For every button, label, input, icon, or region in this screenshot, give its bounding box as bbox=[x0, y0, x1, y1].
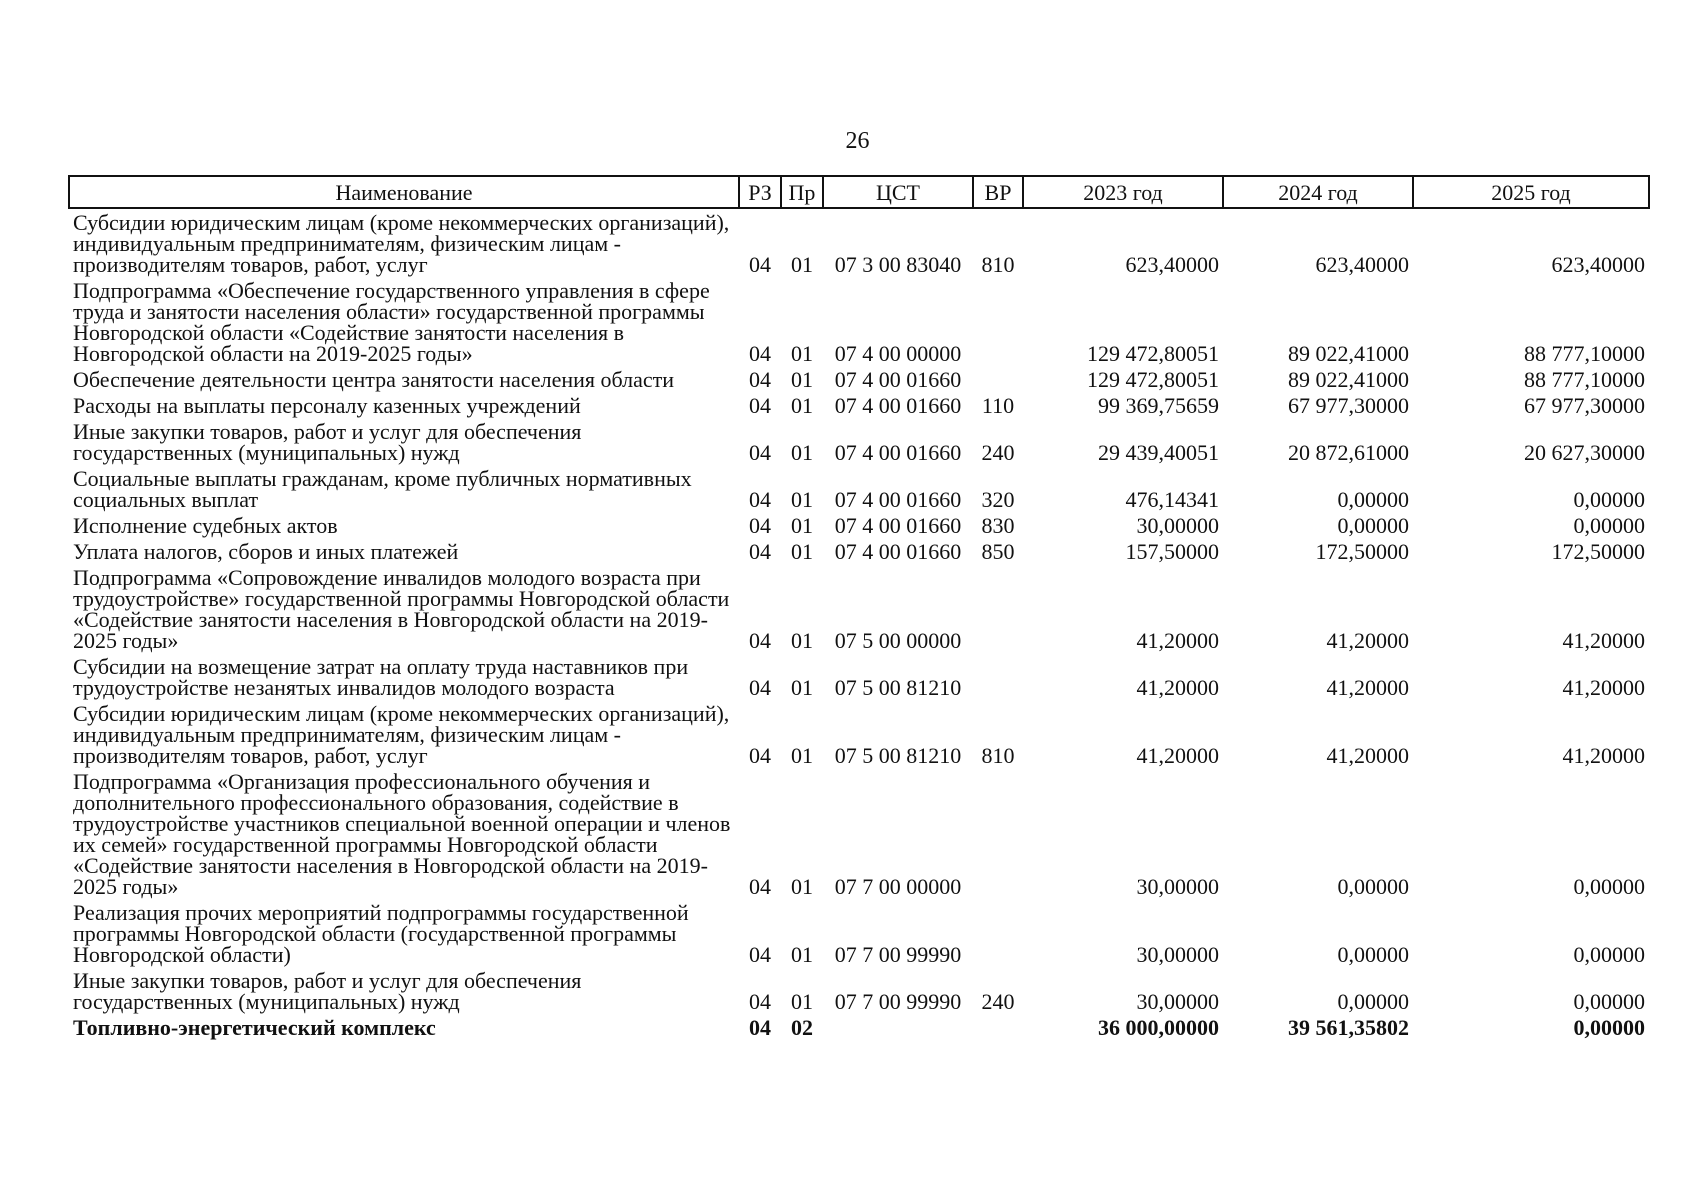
cell-2025: 67 977,30000 bbox=[1524, 393, 1645, 418]
cell-rz: 04 bbox=[749, 513, 771, 538]
cell-2023: 41,20000 bbox=[1136, 743, 1219, 768]
cell-vr bbox=[973, 564, 1023, 653]
cell-name: Иные закупки товаров, работ и услуг для обеспечения государственных (муниципальных) нужд bbox=[73, 968, 582, 1014]
cell-cst: 07 4 00 00000 bbox=[834, 341, 962, 366]
cell-name: Уплата налогов, сборов и иных платежей bbox=[73, 539, 459, 564]
cell-2025: 0,00000 bbox=[1573, 942, 1645, 967]
cell-cst: 07 4 00 01660 bbox=[834, 440, 962, 465]
table-row bbox=[69, 538, 1649, 564]
cell-pr: 01 bbox=[791, 628, 813, 653]
cell-pr: 01 bbox=[791, 675, 813, 700]
table-row bbox=[69, 512, 1649, 538]
cell-vr: 110 bbox=[981, 393, 1015, 418]
cell-2023: 36 000,00000 bbox=[1098, 1015, 1219, 1040]
cell-pr: 01 bbox=[791, 743, 813, 768]
cell-rz: 04 bbox=[749, 440, 771, 465]
cell-pr: 01 bbox=[791, 341, 813, 366]
cell-rz: 04 bbox=[749, 393, 771, 418]
cell-2024: 67 977,30000 bbox=[1288, 393, 1409, 418]
page-number: 26 bbox=[845, 128, 870, 154]
header-2025: 2025 год bbox=[1413, 176, 1649, 208]
cell-vr: 240 bbox=[981, 989, 1015, 1014]
cell-2025: 88 777,10000 bbox=[1524, 367, 1645, 392]
cell-2025: 0,00000 bbox=[1573, 989, 1645, 1014]
cell-cst: 07 4 00 01660 bbox=[834, 393, 962, 418]
cell-pr: 01 bbox=[791, 440, 813, 465]
cell-cst: 07 4 00 01660 bbox=[834, 539, 962, 564]
cell-pr: 02 bbox=[791, 1015, 813, 1040]
table-row bbox=[69, 653, 1649, 700]
cell-2024: 0,00000 bbox=[1337, 874, 1409, 899]
cell-vr: 320 bbox=[981, 487, 1015, 512]
cell-name: Субсидии юридическим лицам (кроме некоммерческих организаций), индивидуальным предпринимателям, физическим лицам - производителям товаров, работ, услуг bbox=[73, 701, 730, 768]
cell-2023: 29 439,40051 bbox=[1098, 440, 1219, 465]
cell-vr bbox=[973, 366, 1023, 392]
table-row bbox=[69, 899, 1649, 967]
cell-name: Обеспечение деятельности центра занятости населения области bbox=[73, 367, 675, 392]
table-row bbox=[69, 465, 1649, 512]
cell-rz: 04 bbox=[749, 989, 771, 1014]
cell-2023: 129 472,80051 bbox=[1087, 341, 1219, 366]
cell-pr: 01 bbox=[791, 393, 813, 418]
cell-2025: 0,00000 bbox=[1573, 513, 1645, 538]
table-row bbox=[69, 768, 1649, 899]
cell-rz: 04 bbox=[749, 367, 771, 392]
cell-vr bbox=[973, 1014, 1023, 1040]
cell-2023: 41,20000 bbox=[1136, 628, 1219, 653]
cell-vr bbox=[973, 277, 1023, 366]
cell-2025: 0,00000 bbox=[1573, 874, 1645, 899]
cell-2023: 30,00000 bbox=[1136, 513, 1219, 538]
cell-2024: 0,00000 bbox=[1337, 942, 1409, 967]
cell-rz: 04 bbox=[749, 874, 771, 899]
cell-cst: 07 4 00 01660 bbox=[834, 367, 962, 392]
cell-name: Социальные выплаты гражданам, кроме публичных нормативных социальных выплат bbox=[73, 466, 692, 512]
cell-name: Подпрограмма «Организация профессионального обучения и дополнительного профессионального образования, содействие в трудоустройстве участников специальной военной операции и членов их семей» государственной программы Новгородской области «Содействие занятости населения в Новгородской области на 2019-2025 годы» bbox=[73, 769, 731, 899]
header-rz: РЗ bbox=[739, 176, 781, 208]
cell-rz: 04 bbox=[749, 942, 771, 967]
cell-cst: 07 5 00 81210 bbox=[834, 675, 962, 700]
cell-2023: 30,00000 bbox=[1136, 942, 1219, 967]
cell-2024: 41,20000 bbox=[1326, 628, 1409, 653]
cell-2024: 20 872,61000 bbox=[1288, 440, 1409, 465]
cell-2024: 172,50000 bbox=[1315, 539, 1409, 564]
cell-2025: 41,20000 bbox=[1562, 628, 1645, 653]
table-header-row bbox=[69, 176, 1649, 208]
header-name: Наименование bbox=[69, 176, 739, 208]
cell-cst: 07 5 00 81210 bbox=[834, 743, 962, 768]
cell-name: Реализация прочих мероприятий подпрограммы государственной программы Новгородской области (государственной программы Новгородской области) bbox=[73, 900, 689, 967]
cell-rz: 04 bbox=[749, 252, 771, 277]
cell-vr: 810 bbox=[981, 252, 1015, 277]
cell-name: Субсидии на возмещение затрат на оплату труда наставников при трудоустройстве незанятых инвалидов молодого возраста bbox=[73, 654, 689, 700]
cell-2023: 41,20000 bbox=[1136, 675, 1219, 700]
cell-2023: 129 472,80051 bbox=[1087, 367, 1219, 392]
cell-2025: 20 627,30000 bbox=[1524, 440, 1645, 465]
table-row bbox=[69, 700, 1649, 768]
cell-2023: 30,00000 bbox=[1136, 874, 1219, 899]
cell-rz: 04 bbox=[749, 675, 771, 700]
cell-rz: 04 bbox=[749, 628, 771, 653]
cell-rz: 04 bbox=[749, 1015, 771, 1040]
cell-name: Исполнение судебных актов bbox=[73, 513, 338, 538]
cell-2025: 623,40000 bbox=[1551, 252, 1645, 277]
header-vr: ВР bbox=[973, 176, 1023, 208]
cell-cst: 07 4 00 01660 bbox=[834, 487, 962, 512]
cell-pr: 01 bbox=[791, 367, 813, 392]
cell-2025: 172,50000 bbox=[1551, 539, 1645, 564]
cell-pr: 01 bbox=[791, 874, 813, 899]
cell-cst: 07 7 00 99990 bbox=[834, 989, 962, 1014]
cell-cst: 07 3 00 83040 bbox=[834, 252, 962, 277]
table-row bbox=[69, 208, 1649, 277]
cell-2023: 99 369,75659 bbox=[1098, 393, 1219, 418]
cell-rz: 04 bbox=[749, 487, 771, 512]
cell-pr: 01 bbox=[791, 513, 813, 538]
cell-2025: 41,20000 bbox=[1562, 743, 1645, 768]
cell-2025: 0,00000 bbox=[1573, 487, 1645, 512]
cell-2024: 0,00000 bbox=[1337, 487, 1409, 512]
table-row bbox=[69, 418, 1649, 465]
cell-cst: 07 4 00 01660 bbox=[834, 513, 962, 538]
cell-2023: 476,14341 bbox=[1125, 487, 1219, 512]
cell-rz: 04 bbox=[749, 341, 771, 366]
cell-vr: 830 bbox=[981, 513, 1015, 538]
cell-name: Подпрограмма «Обеспечение государственного управления в сфере труда и занятости населения области» государственной программы Новгородской области «Содействие занятости населения в Новгородской области на 2019-2025 годы» bbox=[73, 278, 710, 366]
cell-rz: 04 bbox=[749, 743, 771, 768]
cell-name: Иные закупки товаров, работ и услуг для обеспечения государственных (муниципальных) нужд bbox=[73, 419, 582, 465]
table-row bbox=[69, 392, 1649, 418]
cell-2023: 623,40000 bbox=[1125, 252, 1219, 277]
cell-2024: 41,20000 bbox=[1326, 675, 1409, 700]
cell-2024: 89 022,41000 bbox=[1288, 341, 1409, 366]
budget-table bbox=[68, 175, 1650, 1040]
table-row bbox=[69, 1014, 1649, 1040]
cell-cst bbox=[823, 1014, 973, 1040]
cell-rz: 04 bbox=[749, 539, 771, 564]
cell-pr: 01 bbox=[791, 989, 813, 1014]
cell-2025: 88 777,10000 bbox=[1524, 341, 1645, 366]
cell-2024: 623,40000 bbox=[1315, 252, 1409, 277]
cell-vr: 850 bbox=[981, 539, 1015, 564]
cell-2024: 0,00000 bbox=[1337, 989, 1409, 1014]
header-cst: ЦСТ bbox=[823, 176, 973, 208]
cell-2025: 0,00000 bbox=[1573, 1015, 1645, 1040]
cell-2023: 30,00000 bbox=[1136, 989, 1219, 1014]
cell-name: Расходы на выплаты персоналу казенных учреждений bbox=[73, 393, 581, 418]
cell-pr: 01 bbox=[791, 487, 813, 512]
cell-2024: 89 022,41000 bbox=[1288, 367, 1409, 392]
header-pr: Пр bbox=[781, 176, 823, 208]
cell-2024: 41,20000 bbox=[1326, 743, 1409, 768]
cell-2024: 0,00000 bbox=[1337, 513, 1409, 538]
table-row bbox=[69, 366, 1649, 392]
cell-name: Топливно-энергетический комплекс bbox=[73, 1015, 436, 1040]
cell-name: Субсидии юридическим лицам (кроме некоммерческих организаций), индивидуальным предпринимателям, физическим лицам - производителям товаров, работ, услуг bbox=[73, 210, 730, 277]
cell-vr bbox=[973, 653, 1023, 700]
header-2024: 2024 год bbox=[1223, 176, 1413, 208]
cell-2023: 157,50000 bbox=[1125, 539, 1219, 564]
table-row bbox=[69, 277, 1649, 366]
cell-pr: 01 bbox=[791, 252, 813, 277]
cell-pr: 01 bbox=[791, 539, 813, 564]
cell-name: Подпрограмма «Сопровождение инвалидов молодого возраста при трудоустройстве» государственной программы Новгородской области «Содействие занятости населения в Новгородской области на 2019-2025 годы» bbox=[73, 565, 730, 653]
header-2023: 2023 год bbox=[1023, 176, 1223, 208]
cell-cst: 07 5 00 00000 bbox=[834, 628, 962, 653]
table-body bbox=[69, 208, 1649, 1040]
cell-vr: 240 bbox=[981, 440, 1015, 465]
cell-vr bbox=[973, 899, 1023, 967]
table-row bbox=[69, 564, 1649, 653]
table-row bbox=[69, 967, 1649, 1014]
cell-2024: 39 561,35802 bbox=[1288, 1015, 1409, 1040]
cell-pr: 01 bbox=[791, 942, 813, 967]
cell-2025: 41,20000 bbox=[1562, 675, 1645, 700]
cell-cst: 07 7 00 00000 bbox=[834, 874, 962, 899]
cell-vr: 810 bbox=[981, 743, 1015, 768]
cell-cst: 07 7 00 99990 bbox=[834, 942, 962, 967]
cell-vr bbox=[973, 768, 1023, 899]
